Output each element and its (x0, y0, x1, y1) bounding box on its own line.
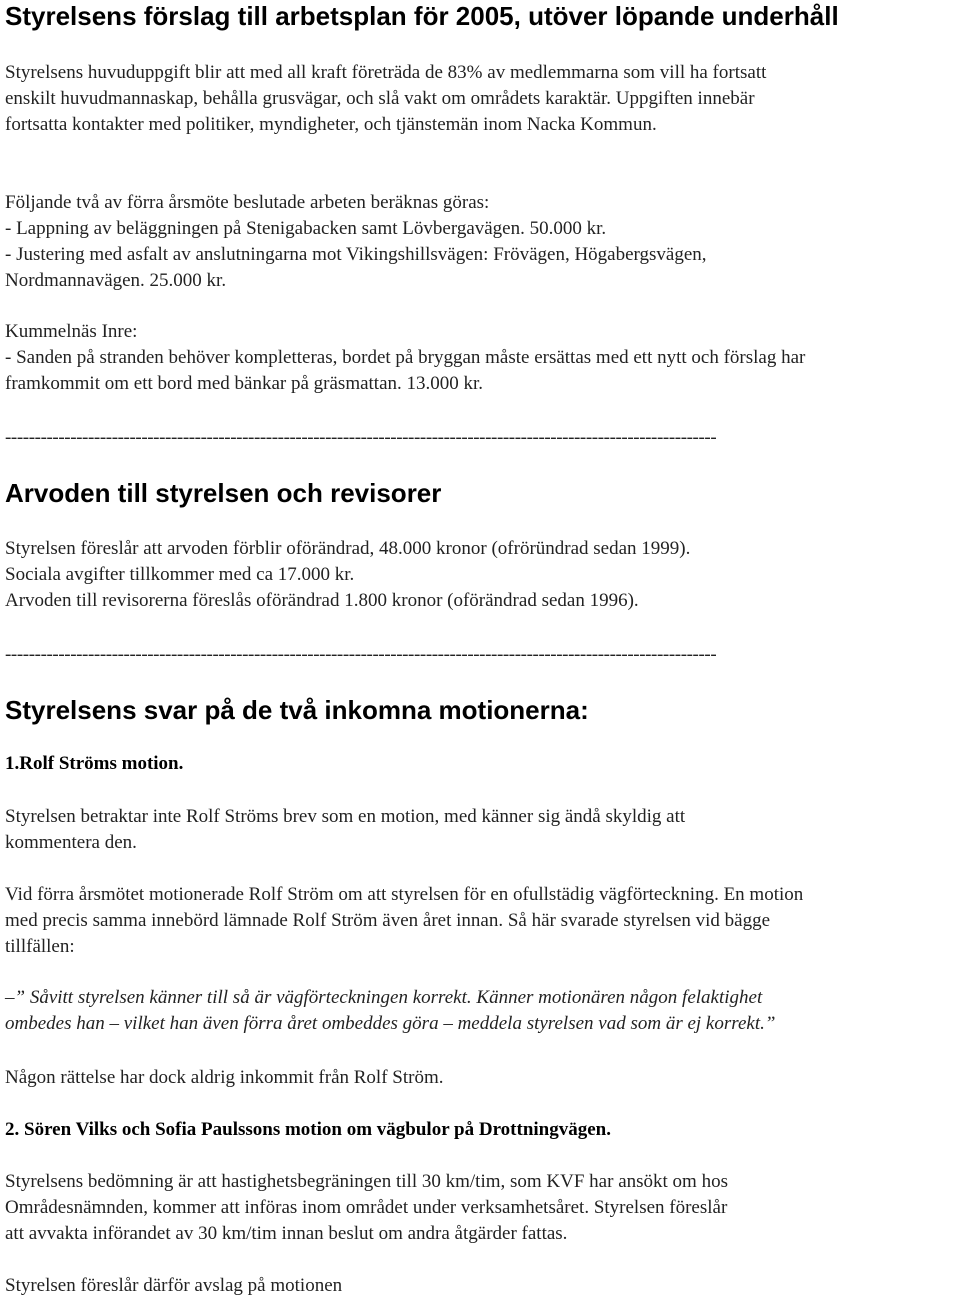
text-line: Vid förra årsmötet motionerade Rolf Ström om att styrelsen för en ofullstädig vägförteckning. En motion (5, 884, 804, 905)
text-line: Följande två av förra årsmöte beslutade arbeten beräknas göras: (5, 192, 490, 213)
motion1-paragraph-2 (5, 882, 803, 960)
text-line: - Sanden på stranden behöver kompletteras, bordet på bryggan måste ersättas med ett nytt och förslag har (5, 347, 806, 368)
text-line: fortsatta kontakter med politiker, myndigheter, och tjänstemän inom Nacka Kommun. (5, 114, 657, 135)
text-line: med precis samma innebörd lämnade Rolf Ström även året innan. Så här svarade styrelsen vid bägge (5, 910, 771, 931)
kummelnas-paragraph (5, 319, 805, 397)
text-line: Arvoden till revisorerna föreslås oförändrad 1.800 kronor (oförändrad sedan 1996). (5, 590, 639, 611)
section-title-fees: Arvoden till styrelsen och revisorer (5, 478, 442, 508)
motion2-paragraph-1 (5, 1169, 728, 1247)
motion1-paragraph-1 (5, 804, 685, 856)
section-title-motions: Styrelsens svar på de två inkomna motionerna: (5, 695, 589, 725)
motion1-quote (5, 985, 775, 1037)
text-line: Kummelnäs Inre: (5, 321, 138, 342)
text-line: enskilt huvudmannaskap, behålla grusvägar, och slå vakt om områdets karaktär. Uppgiften innebär (5, 88, 755, 109)
text-line: kommentera den. (5, 832, 137, 853)
text-line: tillfällen: (5, 936, 75, 957)
text-line: Styrelsens bedömning är att hastighetsbegräningen till 30 km/tim, som KVF har ansökt om hos (5, 1171, 728, 1192)
motion2-heading: 2. Sören Vilks och Sofia Paulssons motion om vägbulor på Drottningvägen. (5, 1119, 611, 1140)
motion1-heading: 1.Rolf Ströms motion. (5, 753, 184, 774)
text-line: Nordmannavägen. 25.000 kr. (5, 270, 227, 291)
text-line: Styrelsen betraktar inte Rolf Ströms brev som en motion, med känner sig ändå skyldig att (5, 806, 686, 827)
divider-line: ------------------------------------------------------------------------------------------------------------------------ (5, 644, 717, 665)
text-line: Styrelsens huvuduppgift blir att med all kraft företräda de 83% av medlemmarna som vill ha fortsatt (5, 62, 767, 83)
text-line: Områdesnämnden, kommer att införas inom området under verksamhetsåret. Styrelsen föreslår (5, 1197, 728, 1218)
motion2-paragraph-2: Styrelsen föreslår därför avslag på motionen (5, 1275, 343, 1296)
section-title-workplan: Styrelsens förslag till arbetsplan för 2005, utöver löpande underhåll (5, 1, 839, 31)
fees-paragraph (5, 536, 690, 614)
works-paragraph (5, 190, 707, 294)
motion1-paragraph-3: Någon rättelse har dock aldrig inkommit från Rolf Ström. (5, 1067, 444, 1088)
text-line: Sociala avgifter tillkommer med ca 17.000 kr. (5, 564, 355, 585)
text-line: - Lappning av beläggningen på Stenigabacken samt Lövbergavägen. 50.000 kr. (5, 218, 607, 239)
intro-paragraph (5, 60, 766, 138)
text-line: att avvakta införandet av 30 km/tim innan beslut om andra åtgärder fattas. (5, 1223, 568, 1244)
text-line: Styrelsen föreslår att arvoden förblir oförändrad, 48.000 kronor (ofröründrad sedan 1999). (5, 538, 691, 559)
text-line: framkommit om ett bord med bänkar på gräsmattan. 13.000 kr. (5, 373, 484, 394)
divider-line: ------------------------------------------------------------------------------------------------------------------------ (5, 427, 717, 448)
text-line: ombedes han – vilket han även förra året ombeddes göra – meddela styrelsen vad som är ej korrekt.” (5, 1013, 776, 1034)
text-line: - Justering med asfalt av anslutningarna mot Vikingshillsvägen: Frövägen, Högabergsvägen, (5, 244, 707, 265)
text-line: –” Såvitt styrelsen känner till så är vägförteckningen korrekt. Känner motionären någon felaktighet (5, 987, 763, 1008)
